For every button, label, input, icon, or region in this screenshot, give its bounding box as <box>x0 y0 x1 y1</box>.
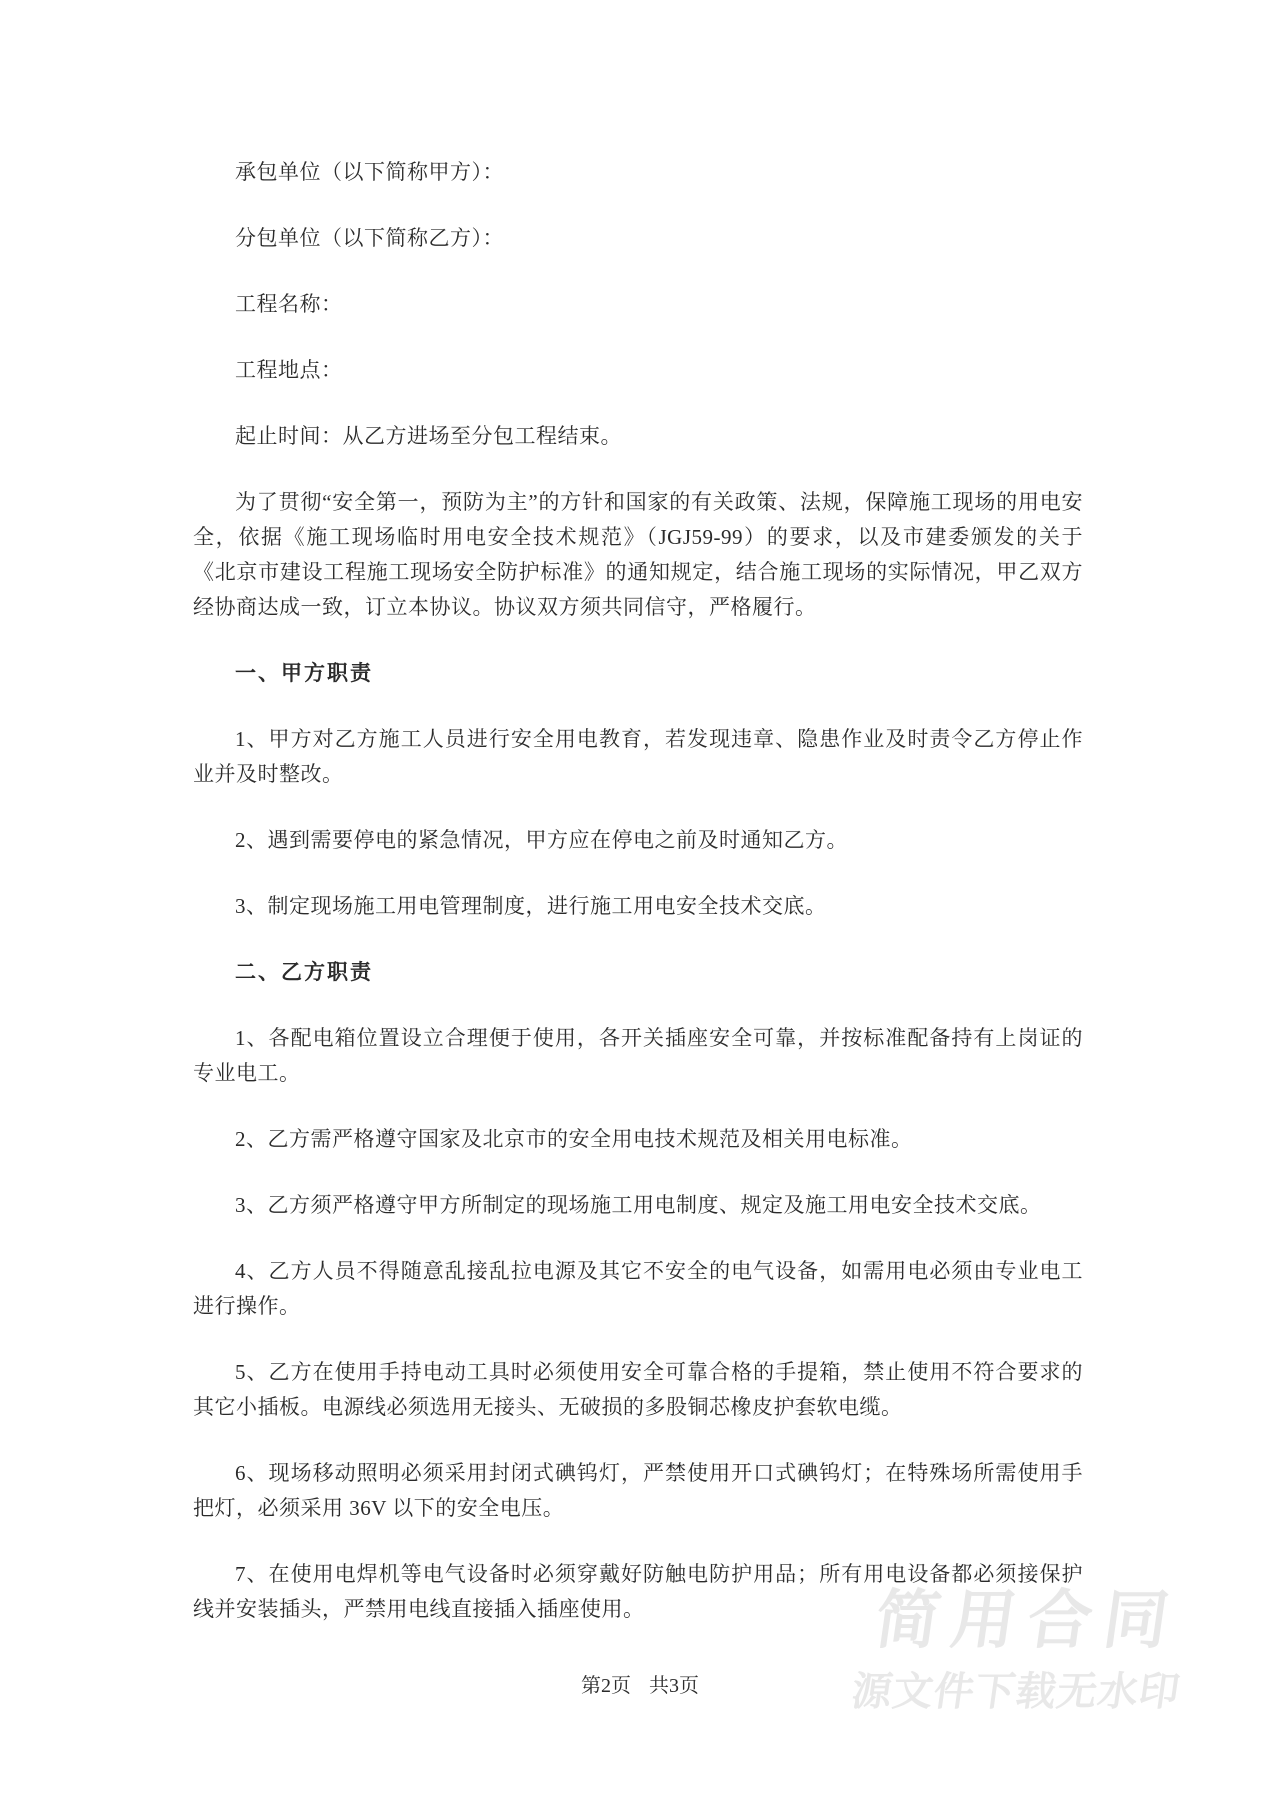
clause-party-b-5: 5、乙方在使用手持电动工具时必须使用安全可靠合格的手提箱，禁止使用不符合要求的其它小插板。电源线必须选用无接头、无破损的多股铜芯橡皮护套软电缆。 <box>193 1360 1083 1419</box>
clause-party-b-2: 2、乙方需严格遵守国家及北京市的安全用电技术规范及相关用电标准。 <box>235 1127 913 1151</box>
intro-line-duration: 起止时间：从乙方进场至分包工程结束。 <box>235 424 622 448</box>
intro-line-subcontractor: 分包单位（以下简称乙方）： <box>235 226 504 250</box>
intro-line-project-location: 工程地点： <box>235 358 343 382</box>
watermark-brand-text: 简用合同 <box>870 1584 1186 1656</box>
preamble-paragraph: 为了贯彻“安全第一，预防为主”的方针和国家的有关政策、法规，保障施工现场的用电安全，依据《施工现场临时用电安全技术规范》（JGJ59-99）的要求，以及市建委颁发的关于《北京市建设工程施工现场安全防护标准》的通知规定，结合施工现场的实际情况，甲乙双方经协商达成一致，订立本协议。协议双方须共同信守，严格履行。 <box>193 490 1083 619</box>
clause-party-b-1: 1、各配电箱位置设立合理便于使用，各开关插座安全可靠，并按标准配备持有上岗证的专业电工。 <box>193 1026 1083 1085</box>
section-heading-party-a-duties: 一、甲方职责 <box>235 662 373 685</box>
section-heading-party-b-duties: 二、乙方职责 <box>235 961 373 984</box>
intro-line-project-name: 工程名称： <box>235 292 343 316</box>
total-pages-label: 共3页 <box>649 1675 699 1697</box>
intro-line-contractor: 承包单位（以下简称甲方）： <box>235 160 504 184</box>
clause-party-a-3: 3、制定现场施工用电管理制度，进行施工用电安全技术交底。 <box>235 894 827 918</box>
clause-party-b-7: 7、在使用电焊机等电气设备时必须穿戴好防触电防护用品；所有用电设备都必须接保护线并安装插头，严禁用电线直接插入插座使用。 <box>193 1562 1083 1621</box>
clause-party-b-4: 4、乙方人员不得随意乱接乱拉电源及其它不安全的电气设备，如需用电必须由专业电工进行操作。 <box>193 1259 1083 1318</box>
current-page-label: 第2页 <box>581 1675 631 1697</box>
clause-party-a-1: 1、甲方对乙方施工人员进行安全用电教育，若发现违章、隐患作业及时责令乙方停止作业并及时整改。 <box>193 727 1083 786</box>
clause-party-b-3: 3、乙方须严格遵守甲方所制定的现场施工用电制度、规定及施工用电安全技术交底。 <box>235 1193 1042 1217</box>
watermark-slogan-text: 源文件下载无水印 <box>848 1670 1184 1714</box>
page-number-footer <box>0 1672 1280 1700</box>
clause-party-b-6: 6、现场移动照明必须采用封闭式碘钨灯，严禁使用开口式碘钨灯；在特殊场所需使用手把灯，必须采用 36V 以下的安全电压。 <box>193 1461 1083 1520</box>
document-body <box>193 0 1083 1627</box>
clause-party-a-2: 2、遇到需要停电的紧急情况，甲方应在停电之前及时通知乙方。 <box>235 828 848 852</box>
